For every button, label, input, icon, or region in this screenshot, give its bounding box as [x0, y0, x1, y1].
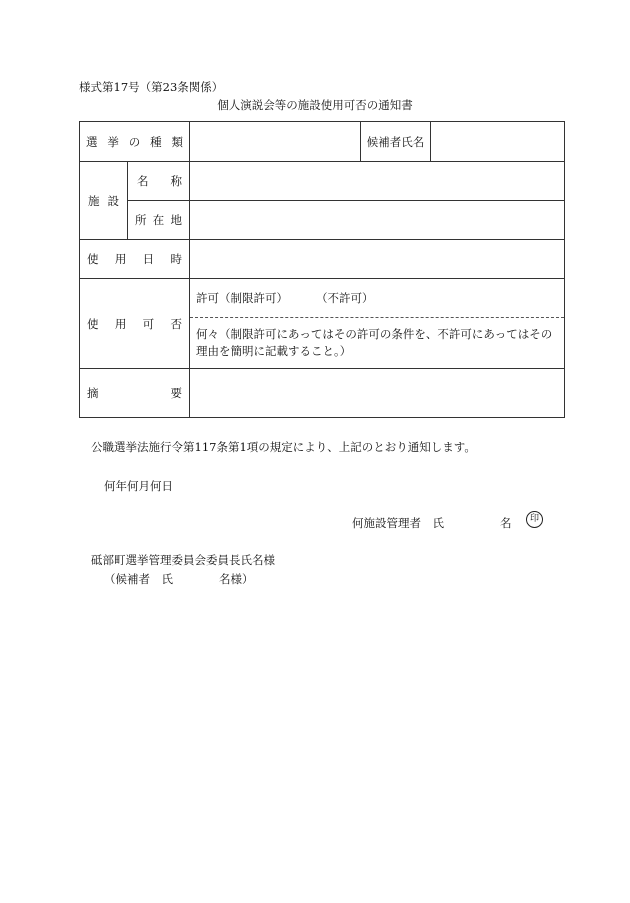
- seal-icon: 印: [526, 511, 543, 528]
- summary-field[interactable]: [190, 369, 565, 418]
- facility-manager-label: 何施設管理者 氏: [352, 516, 444, 530]
- notice-date: 何年何月何日: [104, 479, 173, 493]
- permission-note: 何々（制限許可にあってはその許可の条件を、不許可にあってはその理由を簡明に記載すること。）: [196, 327, 553, 358]
- not-permit-option: （不許可）: [316, 291, 374, 305]
- usage-permission-field[interactable]: [190, 279, 565, 369]
- facility-name-field[interactable]: [190, 162, 565, 201]
- facility-label: 施 設: [80, 162, 128, 240]
- form-number: 様式第17号（第23条関係）: [79, 80, 224, 94]
- candidate-name-field[interactable]: [431, 122, 565, 162]
- facility-manager-name-suffix: 名: [500, 516, 512, 530]
- facility-address-field[interactable]: [190, 201, 565, 240]
- facility-address-label: 所 在 地: [128, 201, 190, 240]
- summary-label: 摘 要: [80, 369, 190, 418]
- notice-text: 公職選挙法施行令第117条第1項の規定により、上記のとおり通知します。: [91, 440, 476, 454]
- election-type-field[interactable]: [190, 122, 361, 162]
- candidate-recipient: （候補者 氏 名様）: [104, 572, 254, 586]
- document-title: 個人演説会等の施設使用可否の通知書: [217, 98, 413, 112]
- election-type-label: 選 挙 の 種 類: [80, 122, 190, 162]
- usage-datetime-field[interactable]: [190, 240, 565, 279]
- permit-option: 許可（制限許可）: [196, 291, 288, 305]
- facility-name-label: 名 称: [128, 162, 190, 201]
- permission-options: [190, 279, 564, 318]
- addressee: 砥部町選挙管理委員会委員長氏名様: [91, 553, 275, 567]
- candidate-name-label: 候補者氏名: [361, 122, 431, 162]
- usage-datetime-label: 使 用 日 時: [80, 240, 190, 279]
- notice-form-table: [79, 121, 565, 418]
- usage-permission-label: 使 用 可 否: [80, 279, 190, 369]
